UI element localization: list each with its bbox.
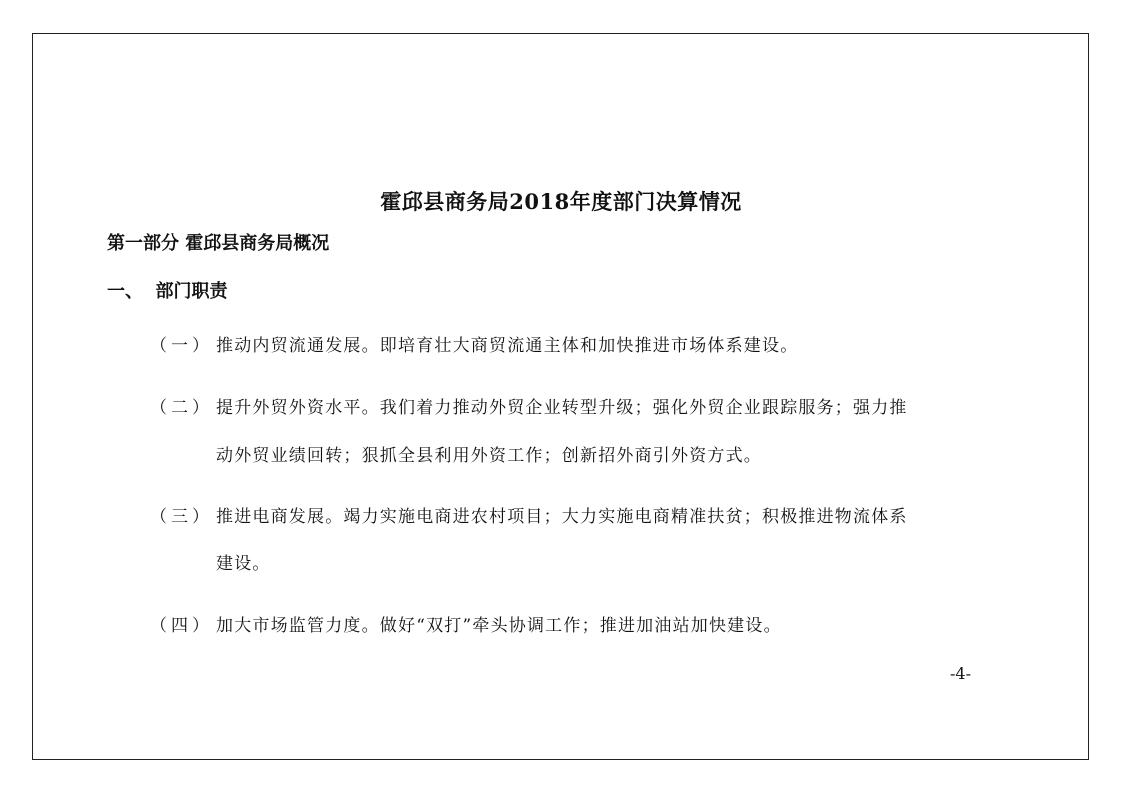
item-text: 加大市场监管力度。做好“双打”牵头协调工作；推进加油站加快建设。 (216, 616, 782, 636)
item-number: （二） (150, 398, 213, 418)
list-item (150, 331, 798, 356)
document-title: 霍邱县商务局2018年度部门决算情况 (380, 189, 742, 214)
list-item (150, 393, 908, 418)
part-heading: 第一部分 霍邱县商务局概况 (107, 233, 330, 254)
section-heading: 一、 部门职责 (107, 281, 228, 302)
list-item (150, 502, 908, 527)
item-number: （四） (150, 616, 213, 636)
item-number: （三） (150, 507, 213, 527)
item-number: （一） (150, 336, 213, 356)
item-text-continuation: 建设。 (216, 554, 271, 574)
page-number: -4- (950, 664, 971, 683)
item-text: 推动内贸流通发展。即培育壮大商贸流通主体和加快推进市场体系建设。 (216, 336, 799, 356)
list-item (150, 611, 782, 636)
item-text: 提升外贸外资水平。我们着力推动外贸企业转型升级；强化外贸企业跟踪服务；强力推 (216, 398, 908, 418)
item-text-continuation: 动外贸业绩回转；狠抓全县利用外资工作；创新招外商引外资方式。 (216, 446, 762, 466)
item-text: 推进电商发展。竭力实施电商进农村项目；大力实施电商精准扶贫；积极推进物流体系 (216, 507, 908, 527)
